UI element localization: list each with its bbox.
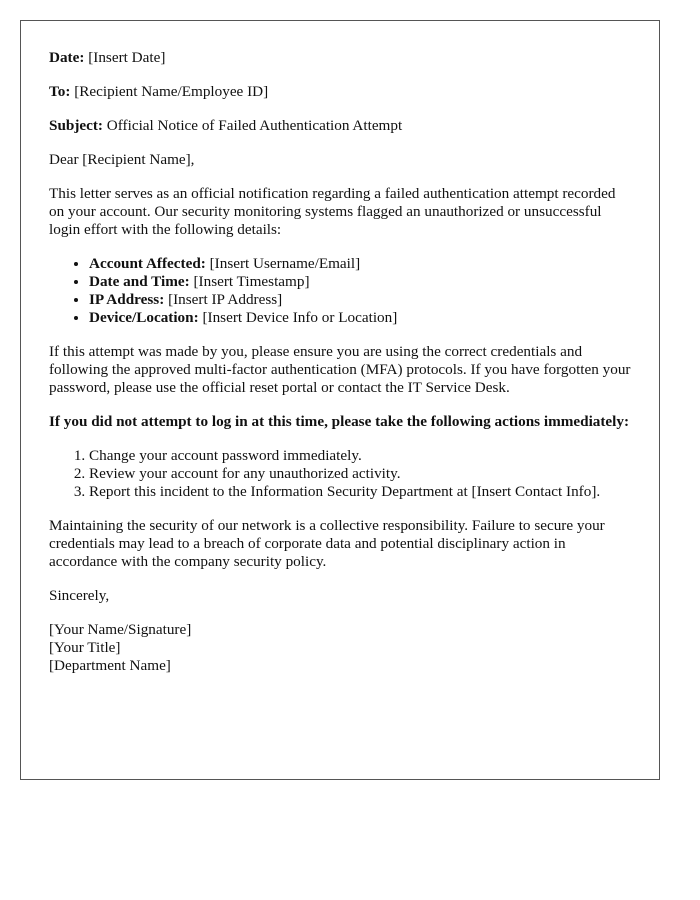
signature-title: [Your Title] (49, 639, 121, 656)
detail-value: [Insert Username/Email] (209, 255, 361, 272)
salutation: Dear [Recipient Name], (49, 151, 195, 168)
detail-label: Date and Time: (89, 273, 190, 290)
date-value: [Insert Date] (88, 49, 166, 66)
date-line (49, 49, 631, 67)
subject-line (49, 117, 631, 135)
detail-item-account (89, 255, 631, 273)
subject-value: Official Notice of Failed Authentication Attempt (106, 117, 403, 134)
to-value: [Recipient Name/Employee ID] (74, 83, 269, 100)
detail-value: [Insert IP Address] (168, 291, 283, 308)
detail-value: [Insert Device Info or Location] (202, 309, 398, 326)
closing-paragraph: Maintaining the security of our network is a collective responsibility. Failure to secure your credentials may lead to a breach of corporate data and potential disciplinary action in accordance with the company security policy. (49, 517, 605, 570)
detail-item-datetime (89, 273, 631, 291)
actions-list (49, 447, 631, 501)
warning-heading (49, 413, 631, 431)
to-line (49, 83, 631, 101)
signature-department: [Department Name] (49, 657, 171, 674)
to-label: To: (49, 83, 71, 100)
signature-block (49, 621, 631, 675)
intro-paragraph: This letter serves as an official notification regarding a failed authentication attempt recorded on your account. Our security monitoring systems flagged an unauthorized or unsuccessful login effort with the following details: (49, 185, 616, 238)
warning-heading-text: If you did not attempt to log in at this time, please take the following actions immediately: (49, 413, 630, 430)
if-you-paragraph: If this attempt was made by you, please ensure you are using the correct credentials and following the approved multi-factor authentication (MFA) protocols. If you have forgotten your password, please use the official reset portal or contact the IT Service Desk. (49, 343, 631, 396)
detail-label: Account Affected: (89, 255, 206, 272)
detail-value: [Insert Timestamp] (193, 273, 310, 290)
subject-label: Subject: (49, 117, 103, 134)
signature-name: [Your Name/Signature] (49, 621, 192, 638)
action-item: 1. Change your account password immediately. (89, 447, 631, 465)
detail-label: IP Address: (89, 291, 165, 308)
action-item: 2. Review your account for any unauthorized activity. (89, 465, 631, 483)
detail-item-device (89, 309, 631, 327)
action-item: 3. Report this incident to the Information Security Department at [Insert Contact Info]. (89, 483, 631, 501)
detail-item-ip (89, 291, 631, 309)
detail-label: Device/Location: (89, 309, 199, 326)
letter-page (20, 20, 660, 780)
date-label: Date: (49, 49, 85, 66)
details-list (49, 255, 631, 327)
signoff: Sincerely, (49, 587, 110, 604)
